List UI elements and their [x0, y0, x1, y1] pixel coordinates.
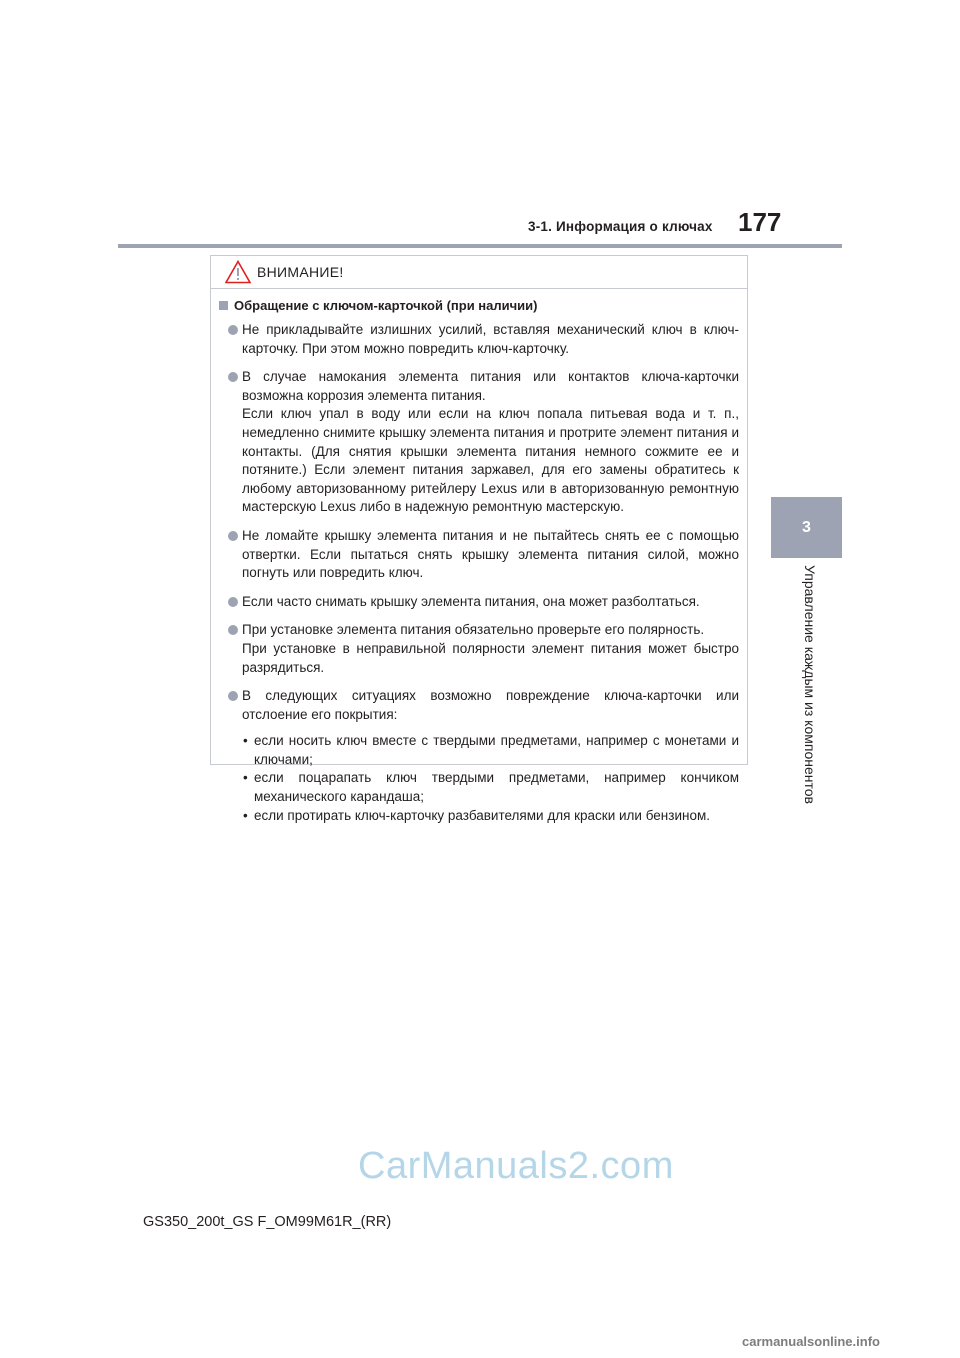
bullet-text: Если часто снимать крышку элемента питания, она может разболтаться. — [242, 593, 700, 609]
caution-header — [211, 256, 747, 289]
watermark-main: CarManuals2.com — [358, 1145, 674, 1187]
sub-list-item-text: если поцарапать ключ твердыми предметами, например кончиком механического карандаша; — [254, 770, 739, 805]
chapter-side-title: Управление каждым из компонентов — [802, 565, 818, 804]
bullet-text: При установке элемента питания обязательно проверьте его полярность. — [242, 622, 705, 638]
dot-bullet-icon: • — [243, 770, 248, 786]
bullet-text: Не прикладывайте излишних усилий, вставляя механический ключ в ключ-карточку. При этом можно повредить ключ-карточку. — [242, 322, 739, 356]
circle-bullet-icon — [228, 372, 238, 382]
bullet-text: В случае намокания элемента питания или контактов ключа-карточки возможна коррозия элемента питания. — [242, 369, 739, 403]
caution-body — [211, 289, 747, 825]
warning-triangle-icon — [225, 260, 251, 284]
circle-bullet-icon — [228, 597, 238, 607]
circle-bullet-icon — [228, 625, 238, 635]
square-bullet-icon — [219, 301, 228, 310]
circle-bullet-icon — [228, 531, 238, 541]
bullet-item — [219, 621, 739, 677]
dot-bullet-icon: • — [243, 733, 248, 749]
footer-manual-code: GS350_200t_GS F_OM99M61R_(RR) — [143, 1214, 392, 1230]
bullet-text: В следующих ситуациях возможно повреждение ключа-карточки или отслоение его покрытия: — [242, 688, 739, 722]
sub-list-item — [242, 769, 739, 806]
header-section-title: 3-1. Информация о ключах — [528, 219, 713, 234]
bullet-text: Если ключ упал в воду или если на ключ попала питьевая вода и т. п., немедленно снимите крышку элемента питания и протрите элемент питания и контакты. (Для снятия крышки элемента питания немного сожмите ее и потяните.) Если элемент питания заржавел, для его замены обратитесь к любому авторизованному ритейлеру Lexus или в авторизованную ремонтную мастерскую Lexus либо в надежную ремонтную мастерскую. — [242, 406, 739, 515]
section-heading — [219, 298, 739, 313]
caution-box — [210, 255, 748, 823]
bullet-item — [219, 527, 739, 583]
section-heading-text: Обращение с ключом-карточкой (при наличии) — [234, 298, 538, 313]
sub-list — [242, 732, 739, 825]
bullet-item — [219, 687, 739, 825]
header-rule — [118, 244, 842, 248]
sub-list-item-text: если носить ключ вместе с твердыми предметами, например с монетами и ключами; — [254, 733, 739, 767]
circle-bullet-icon — [228, 691, 238, 701]
bullet-item — [219, 321, 739, 358]
sub-list-item-text: если протирать ключ-карточку разбавителями для краски или бензином. — [254, 807, 710, 823]
bullet-text: При установке в неправильной полярности элемент питания может быстро разрядиться. — [242, 640, 739, 675]
dot-bullet-icon: • — [243, 807, 248, 823]
bullet-text: Не ломайте крышку элемента питания и не пытайтесь снять ее с помощью отвертки. Если пытаться снять крышку элемента питания силой, можно погнуть или повредить ключ. — [242, 527, 739, 581]
bullet-item — [219, 368, 739, 517]
chapter-tab: 3 — [771, 497, 842, 558]
sub-list-item — [242, 807, 739, 826]
watermark-corner: carmanualsonline.info — [742, 1334, 880, 1349]
caution-label: ВНИМАНИЕ! — [257, 264, 344, 280]
page-number: 177 — [738, 207, 782, 237]
sub-list-item — [242, 732, 739, 769]
bullet-item — [219, 593, 739, 612]
circle-bullet-icon — [228, 325, 238, 335]
